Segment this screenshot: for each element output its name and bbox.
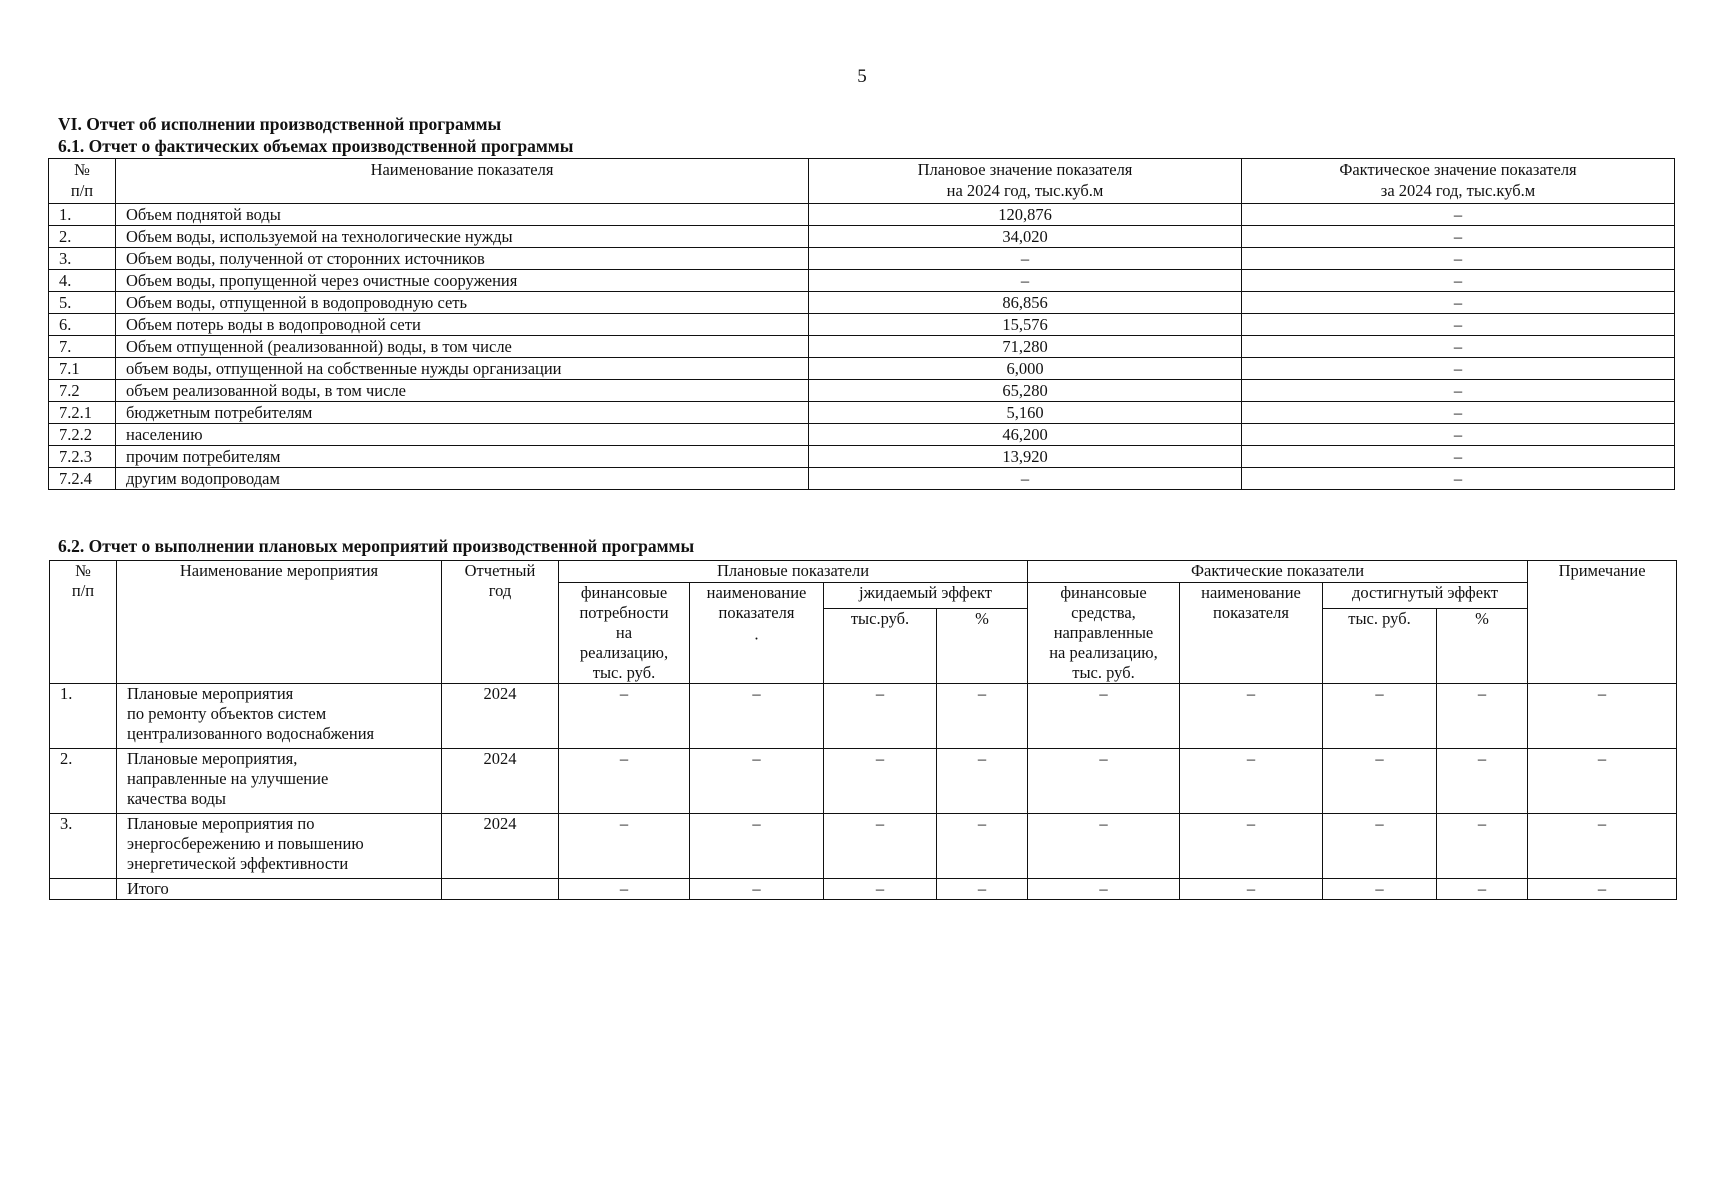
header-fact-effect-pct: % [1437,608,1528,683]
indicator-name: Объем отпущенной (реализованной) воды, в том числе [116,336,809,358]
table-row [49,270,1675,292]
header-plan-effect-pct: % [937,608,1028,683]
plan-value: 120,876 [809,204,1242,226]
measure-name [117,814,442,879]
fact-value: – [1242,314,1675,336]
row-num: 2. [49,226,116,248]
measure-name-line: направленные на улучшение [127,769,329,788]
fact-indicator: – [1180,814,1323,879]
measure-name-line: Плановые мероприятия по [127,814,315,833]
total-note: – [1528,879,1677,900]
table-row [50,684,1677,749]
plan-value: 34,020 [809,226,1242,248]
fact-value: – [1242,248,1675,270]
report-year: 2024 [442,749,559,814]
plan-effect-rub: – [824,814,937,879]
subsection-1-title: 6.1. Отчет о фактических объемах производственной программы [58,136,574,156]
total-plan-financing: – [559,879,690,900]
fact-value: – [1242,402,1675,424]
fact-value: – [1242,270,1675,292]
plan-financing: – [559,749,690,814]
row-num: 7. [49,336,116,358]
fact-value: – [1242,358,1675,380]
plan-value: – [809,270,1242,292]
fact-effect-pct: – [1437,749,1528,814]
volumes-table [48,158,1675,490]
table-row [49,446,1675,468]
plan-effect-rub: – [824,749,937,814]
header-plan-effect-rub: тыс.руб. [824,608,937,683]
total-fact-indicator: – [1180,879,1323,900]
header-plan-financing: финансовые потребности на реализацию, тыс. руб. [559,583,690,684]
table-row [49,226,1675,248]
row-num: 4. [49,270,116,292]
header-note: Примечание [1528,561,1677,684]
table-row [49,358,1675,380]
indicator-name: бюджетным потребителям [116,402,809,424]
header-num: № п/п [50,561,117,684]
header-plan-effect: јжидаемый эффект [824,583,1028,609]
fact-effect-rub: – [1323,684,1437,749]
row-num: 7.2.2 [49,424,116,446]
indicator-name: населению [116,424,809,446]
total-fact-financing: – [1028,879,1180,900]
plan-value: 65,280 [809,380,1242,402]
measure-name-line: Плановые мероприятия, [127,749,298,768]
header-measure-name: Наименование мероприятия [117,561,442,684]
total-fact-effect-pct: – [1437,879,1528,900]
measure-name-line: Плановые мероприятия [127,684,294,703]
subsection-2-title: 6.2. Отчет о выполнении плановых мероприятий производственной программы [58,536,695,556]
header-num: № п/п [49,159,116,204]
total-plan-indicator: – [690,879,824,900]
note: – [1528,684,1677,749]
plan-value: – [809,468,1242,490]
header-plan-group: Плановые показатели [559,561,1028,583]
plan-effect-pct: – [937,684,1028,749]
header-indicator-name: Наименование показателя [116,159,809,204]
indicator-name: Объем воды, используемой на технологические нужды [116,226,809,248]
measures-table [49,560,1677,900]
indicator-name: Объем воды, пропущенной через очистные сооружения [116,270,809,292]
table-row [50,814,1677,879]
header-fact-indicator: наименование показателя [1180,583,1323,684]
fact-value: – [1242,292,1675,314]
measure-name-line: энергетической эффективности [127,854,349,873]
indicator-name: объем воды, отпущенной на собственные нужды организации [116,358,809,380]
plan-indicator: – [690,814,824,879]
row-num: 7.1 [49,358,116,380]
note: – [1528,814,1677,879]
plan-value: 15,576 [809,314,1242,336]
fact-value: – [1242,424,1675,446]
header-plan-value: Плановое значение показателя на 2024 год, тыс.куб.м [809,159,1242,204]
table-row [49,468,1675,490]
indicator-name: Объем воды, отпущенной в водопроводную сеть [116,292,809,314]
total-num [50,879,117,900]
total-plan-effect-pct: – [937,879,1028,900]
indicator-name: прочим потребителям [116,446,809,468]
plan-value: 71,280 [809,336,1242,358]
plan-financing: – [559,814,690,879]
row-num: 7.2.4 [49,468,116,490]
plan-effect-pct: – [937,814,1028,879]
table-row [50,749,1677,814]
indicator-name: Объем потерь воды в водопроводной сети [116,314,809,336]
indicator-name: Объем воды, полученной от сторонних источников [116,248,809,270]
fact-value: – [1242,336,1675,358]
row-num: 7.2.3 [49,446,116,468]
row-num: 1. [50,684,117,749]
fact-value: – [1242,204,1675,226]
section-title: VI. Отчет об исполнении производственной программы [58,114,502,134]
row-num: 3. [49,248,116,270]
fact-financing: – [1028,684,1180,749]
measure-name-line: энергосбережению и повышению [127,834,364,853]
table-row [49,336,1675,358]
table-row [49,380,1675,402]
table-row [49,292,1675,314]
measure-name [117,749,442,814]
total-fact-effect-rub: – [1323,879,1437,900]
measures-header-row-1 [50,561,1677,583]
fact-value: – [1242,468,1675,490]
header-plan-indicator: наименование показателя · [690,583,824,684]
table-row [49,402,1675,424]
fact-value: – [1242,446,1675,468]
row-num: 7.2 [49,380,116,402]
fact-value: – [1242,380,1675,402]
header-fact-financing: финансовые средства, направленные на реализацию, тыс. руб. [1028,583,1180,684]
fact-effect-pct: – [1437,814,1528,879]
note: – [1528,749,1677,814]
fact-effect-rub: – [1323,749,1437,814]
plan-indicator: – [690,749,824,814]
volumes-table-header [49,159,1675,204]
table-row [49,314,1675,336]
measure-name-line: централизованного водоснабжения [127,724,375,743]
fact-indicator: – [1180,684,1323,749]
measure-name-line: качества воды [127,789,226,808]
plan-value: 5,160 [809,402,1242,424]
header-fact-effect: достигнутый эффект [1323,583,1528,609]
fact-effect-pct: – [1437,684,1528,749]
plan-indicator: – [690,684,824,749]
row-num: 3. [50,814,117,879]
total-year [442,879,559,900]
page-number: 5 [857,66,867,87]
fact-effect-rub: – [1323,814,1437,879]
measure-name [117,684,442,749]
table-row [49,248,1675,270]
fact-financing: – [1028,814,1180,879]
plan-financing: – [559,684,690,749]
table-row [49,204,1675,226]
fact-financing: – [1028,749,1180,814]
indicator-name: Объем поднятой воды [116,204,809,226]
plan-value: 46,200 [809,424,1242,446]
fact-indicator: – [1180,749,1323,814]
plan-value: 86,856 [809,292,1242,314]
total-label: Итого [117,879,442,900]
row-num: 2. [50,749,117,814]
report-year: 2024 [442,684,559,749]
table-row [49,424,1675,446]
total-row [50,879,1677,900]
plan-effect-pct: – [937,749,1028,814]
header-report-year: Отчетный год [442,561,559,684]
report-year: 2024 [442,814,559,879]
row-num: 1. [49,204,116,226]
measure-name-line: по ремонту объектов систем [127,704,327,723]
plan-value: 13,920 [809,446,1242,468]
indicator-name: объем реализованной воды, в том числе [116,380,809,402]
fact-value: – [1242,226,1675,248]
header-fact-group: Фактические показатели [1028,561,1528,583]
header-fact-value: Фактическое значение показателя за 2024 год, тыс.куб.м [1242,159,1675,204]
row-num: 5. [49,292,116,314]
plan-value: – [809,248,1242,270]
plan-effect-rub: – [824,684,937,749]
header-fact-effect-rub: тыс. руб. [1323,608,1437,683]
total-plan-effect-rub: – [824,879,937,900]
row-num: 6. [49,314,116,336]
row-num: 7.2.1 [49,402,116,424]
plan-value: 6,000 [809,358,1242,380]
indicator-name: другим водопроводам [116,468,809,490]
